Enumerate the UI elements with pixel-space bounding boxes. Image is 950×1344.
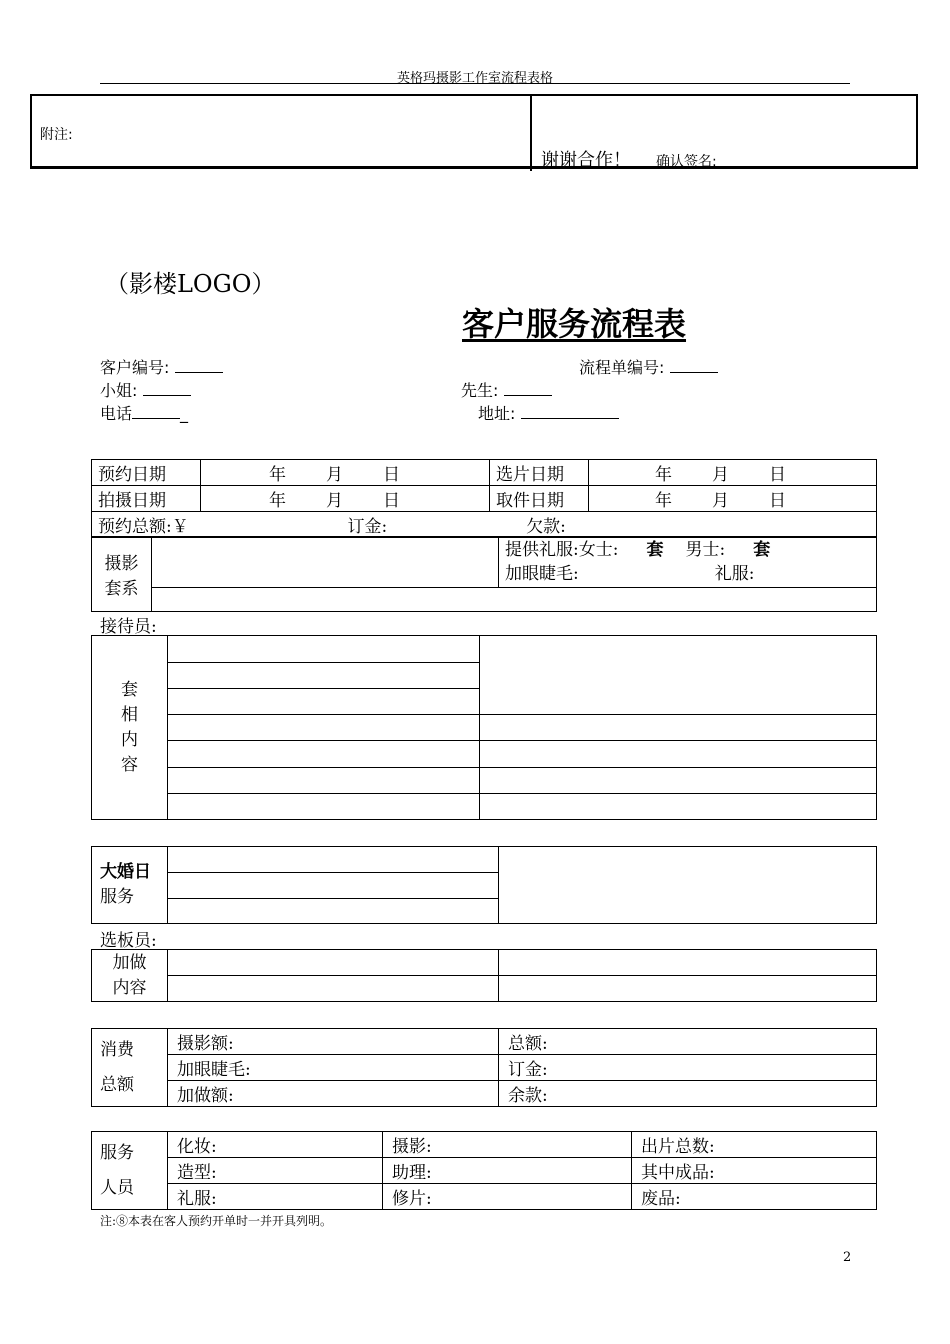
flow-no-label: 流程单编号: bbox=[579, 358, 665, 377]
extra-line[interactable] bbox=[499, 976, 877, 1002]
content-line[interactable] bbox=[168, 715, 480, 741]
flow-no-field bbox=[579, 355, 718, 378]
package-content-char: 内 bbox=[121, 729, 138, 750]
staff-table bbox=[91, 1131, 877, 1210]
phone-field bbox=[100, 401, 188, 424]
extra-label-line-2: 内容 bbox=[112, 977, 147, 998]
content-notes-cell[interactable] bbox=[480, 636, 877, 715]
package-table bbox=[91, 536, 877, 612]
year-label: 年 bbox=[269, 465, 286, 485]
select-date-label: 选片日期 bbox=[490, 460, 589, 486]
package-label-line-2: 套系 bbox=[104, 579, 139, 599]
consumption-table bbox=[91, 1028, 877, 1107]
package-value[interactable] bbox=[152, 537, 499, 588]
package-label bbox=[92, 537, 152, 612]
wedding-line[interactable] bbox=[168, 873, 499, 899]
balance-cell[interactable]: 余款: bbox=[499, 1081, 877, 1107]
staff-label bbox=[92, 1132, 168, 1210]
total-cell[interactable]: 总额: bbox=[499, 1029, 877, 1055]
month-label: 月 bbox=[712, 465, 729, 485]
day-label: 日 bbox=[383, 491, 400, 511]
extra-content-table bbox=[91, 949, 877, 1002]
package-content-table bbox=[91, 635, 877, 820]
makeup-cell[interactable]: 化妆: bbox=[168, 1132, 383, 1158]
dress-label: 礼服: bbox=[714, 564, 755, 584]
deposit-label: 订金: bbox=[347, 517, 388, 537]
content-line[interactable] bbox=[480, 794, 877, 820]
mister-blank[interactable] bbox=[504, 381, 552, 396]
content-line[interactable] bbox=[480, 715, 877, 741]
staff-label-line-2: 人员 bbox=[100, 1177, 134, 1198]
owed-label: 欠款: bbox=[526, 517, 566, 537]
address-field bbox=[478, 401, 619, 424]
content-line[interactable] bbox=[168, 689, 480, 715]
wedding-day-label-line-2: 服务 bbox=[100, 887, 134, 907]
wedding-day-label-line-1: 大婚日 bbox=[100, 862, 151, 882]
note-box-divider bbox=[530, 94, 532, 171]
year-label: 年 bbox=[269, 491, 286, 511]
customer-no-label: 客户编号: bbox=[100, 358, 170, 377]
select-date-value[interactable] bbox=[589, 460, 877, 486]
studio-logo-placeholder: （影楼LOGO） bbox=[105, 270, 276, 298]
note-label: 附注: bbox=[40, 127, 73, 143]
content-line[interactable] bbox=[168, 636, 480, 663]
package-content-char: 相 bbox=[121, 704, 138, 725]
women-set-unit: 套 bbox=[646, 540, 664, 560]
footnote: 注:⑧本表在客人预约开单时一并开具列明。 bbox=[100, 1214, 333, 1228]
wedding-line[interactable] bbox=[168, 899, 499, 924]
mister-label: 先生: bbox=[461, 381, 499, 400]
year-label: 年 bbox=[655, 465, 672, 485]
wedding-day-table bbox=[91, 846, 877, 924]
wedding-line[interactable] bbox=[168, 847, 499, 873]
extra-line[interactable] bbox=[168, 976, 499, 1002]
content-line[interactable] bbox=[168, 663, 480, 689]
customer-no-field bbox=[100, 355, 223, 378]
day-label: 日 bbox=[769, 491, 786, 511]
consumption-label-line-2: 总额 bbox=[100, 1074, 134, 1095]
retouch-cell[interactable]: 修片: bbox=[383, 1184, 632, 1210]
men-label: 男士: bbox=[685, 540, 726, 560]
amount-row[interactable] bbox=[92, 512, 877, 538]
finished-cell[interactable]: 其中成品: bbox=[632, 1158, 877, 1184]
thanks-text: 谢谢合作！ bbox=[541, 150, 631, 171]
confirm-signature-label: 确认签名: bbox=[656, 154, 717, 170]
lash-label: 加眼睫毛: bbox=[505, 564, 579, 584]
gown-staff-cell[interactable]: 礼服: bbox=[168, 1184, 383, 1210]
content-line[interactable] bbox=[168, 794, 480, 820]
address-blank[interactable] bbox=[521, 404, 619, 419]
phone-blank[interactable] bbox=[132, 404, 180, 419]
staff-label-line-1: 服务 bbox=[100, 1142, 134, 1163]
form-title: 客户服务流程表 bbox=[462, 305, 687, 343]
customer-no-blank[interactable] bbox=[175, 358, 223, 373]
package-label-line-1: 摄影 bbox=[104, 554, 139, 574]
package-extra-row[interactable] bbox=[152, 588, 877, 612]
wedding-notes-cell[interactable] bbox=[499, 847, 877, 924]
shoot-date-value[interactable] bbox=[201, 486, 490, 512]
selector-label: 选板员: bbox=[100, 931, 157, 951]
mister-field bbox=[461, 378, 552, 401]
package-content-label bbox=[92, 636, 168, 820]
flow-no-blank[interactable] bbox=[670, 358, 718, 373]
day-label: 日 bbox=[769, 465, 786, 485]
extra-label-line-1: 加做 bbox=[112, 952, 147, 973]
note-box bbox=[30, 94, 918, 169]
month-label: 月 bbox=[326, 465, 343, 485]
booking-total-label: 预约总额:￥ bbox=[98, 517, 189, 537]
extra-label bbox=[92, 950, 168, 1002]
package-content-char: 套 bbox=[121, 679, 138, 700]
receptionist-label: 接待员: bbox=[100, 617, 157, 637]
gown-info-cell[interactable] bbox=[499, 537, 877, 588]
men-set-unit: 套 bbox=[753, 540, 771, 560]
day-label: 日 bbox=[383, 465, 400, 485]
booking-date-label: 预约日期 bbox=[92, 460, 201, 486]
pickup-date-label: 取件日期 bbox=[490, 486, 589, 512]
assistant-cell[interactable]: 助理: bbox=[383, 1158, 632, 1184]
booking-date-value[interactable] bbox=[201, 460, 490, 486]
wedding-day-label bbox=[92, 847, 168, 924]
miss-blank[interactable] bbox=[143, 381, 191, 396]
extra-line[interactable] bbox=[168, 950, 499, 976]
month-label: 月 bbox=[712, 491, 729, 511]
content-line[interactable] bbox=[480, 768, 877, 794]
phone-label: 电话 bbox=[100, 404, 133, 423]
phone-suffix: _ bbox=[180, 404, 189, 423]
consumption-label bbox=[92, 1029, 168, 1107]
signature-line[interactable] bbox=[731, 167, 823, 168]
photo-amount-cell[interactable]: 摄影额: bbox=[168, 1029, 499, 1055]
page-number: 2 bbox=[843, 1250, 852, 1265]
deposit-cell[interactable]: 订金: bbox=[499, 1055, 877, 1081]
styling-cell[interactable]: 造型: bbox=[168, 1158, 383, 1184]
extra-line[interactable] bbox=[499, 950, 877, 976]
month-label: 月 bbox=[326, 491, 343, 511]
extra-amount-cell[interactable]: 加做额: bbox=[168, 1081, 499, 1107]
booking-table bbox=[91, 459, 877, 538]
total-photos-cell[interactable]: 出片总数: bbox=[632, 1132, 877, 1158]
package-content-char: 容 bbox=[121, 754, 138, 775]
pickup-date-value[interactable] bbox=[589, 486, 877, 512]
shoot-date-label: 拍摄日期 bbox=[92, 486, 201, 512]
header-rule bbox=[100, 83, 850, 84]
content-line[interactable] bbox=[480, 741, 877, 768]
lash-amount-cell[interactable]: 加眼睫毛: bbox=[168, 1055, 499, 1081]
address-label: 地址: bbox=[478, 404, 516, 423]
photography-cell[interactable]: 摄影: bbox=[383, 1132, 632, 1158]
page-header-title: 英格玛摄影工作室流程表格 bbox=[396, 71, 553, 86]
miss-field bbox=[100, 378, 191, 401]
content-line[interactable] bbox=[168, 741, 480, 768]
gown-label: 提供礼服:女士: bbox=[505, 540, 619, 560]
consumption-label-line-1: 消费 bbox=[100, 1039, 134, 1060]
year-label: 年 bbox=[655, 491, 672, 511]
miss-label: 小姐: bbox=[100, 381, 138, 400]
content-line[interactable] bbox=[168, 768, 480, 794]
waste-cell[interactable]: 废品: bbox=[632, 1184, 877, 1210]
